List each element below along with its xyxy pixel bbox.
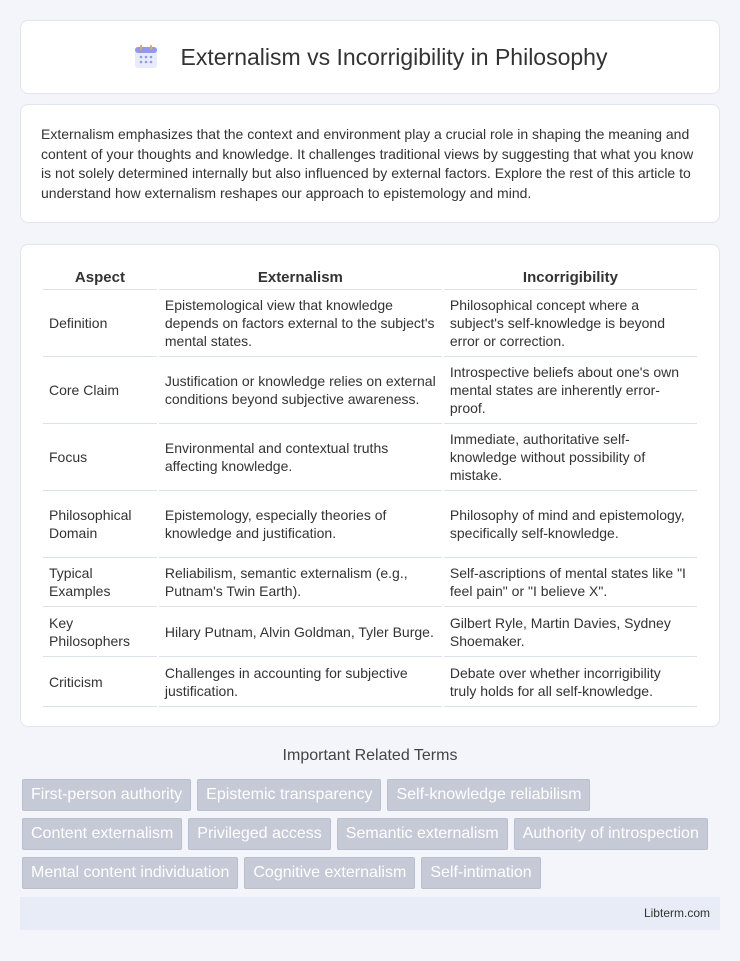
table-cell-incorrigibility: Philosophical concept where a subject's self-knowledge is beyond error or correction.	[444, 290, 697, 357]
table-row	[43, 558, 697, 607]
related-term-tag[interactable]: First-person authority	[22, 779, 191, 811]
table-cell-externalism: Reliabilism, semantic externalism (e.g., Putnam's Twin Earth).	[159, 558, 442, 607]
table-cell-aspect: Philosophical Domain	[43, 491, 157, 558]
table-cell-aspect: Key Philosophers	[43, 607, 157, 657]
related-term-tag[interactable]: Privileged access	[188, 818, 331, 850]
related-terms-title: Important Related Terms	[282, 747, 458, 764]
table-cell-externalism: Epistemology, especially theories of knowledge and justification.	[159, 491, 442, 558]
table-row	[43, 357, 697, 424]
table-cell-incorrigibility: Immediate, authoritative self-knowledge without possibility of mistake.	[444, 424, 697, 491]
table-cell-incorrigibility: Self-ascriptions of mental states like "I feel pain" or "I believe X".	[444, 558, 697, 607]
table-cell-aspect: Typical Examples	[43, 558, 157, 607]
related-term-tag[interactable]: Authority of introspection	[514, 818, 708, 850]
table-row	[43, 657, 697, 707]
related-terms-list	[22, 779, 722, 889]
table-cell-externalism: Epistemological view that knowledge depends on factors external to the subject's mental states.	[159, 290, 442, 357]
table-cell-incorrigibility: Debate over whether incorrigibility truly holds for all self-knowledge.	[444, 657, 697, 707]
related-term-tag[interactable]: Cognitive externalism	[244, 857, 415, 889]
intro-text: Externalism emphasizes that the context and environment play a crucial role in shaping the meaning and content of your thoughts and knowledge. It challenges traditional views by suggesting that what you know is not solely determined internally but also influenced by external factors. Explore the rest of this article to understand how externalism reshapes our approach to epistemology and mind.	[41, 126, 694, 201]
header-externalism: Externalism	[159, 265, 442, 290]
table-cell-aspect: Core Claim	[43, 357, 157, 424]
related-term-tag[interactable]: Semantic externalism	[337, 818, 508, 850]
table-cell-aspect: Focus	[43, 424, 157, 491]
table-cell-externalism: Justification or knowledge relies on external conditions beyond subjective awareness.	[159, 357, 442, 424]
related-term-tag[interactable]: Mental content individuation	[22, 857, 238, 889]
table-cell-incorrigibility: Introspective beliefs about one's own mental states are inherently error-proof.	[444, 357, 697, 424]
table-cell-incorrigibility: Philosophy of mind and epistemology, specifically self-knowledge.	[444, 491, 697, 558]
table-cell-externalism: Challenges in accounting for subjective justification.	[159, 657, 442, 707]
footer	[20, 897, 720, 930]
page-title: Externalism vs Incorrigibility in Philosophy	[180, 43, 608, 70]
table-header-row	[43, 265, 697, 290]
calendar-grid-icon	[133, 44, 159, 70]
comparison-table-card	[20, 244, 720, 727]
table-row	[43, 607, 697, 657]
header-aspect: Aspect	[43, 265, 157, 290]
table-cell-aspect: Criticism	[43, 657, 157, 707]
intro-card	[20, 104, 720, 223]
table-row	[43, 290, 697, 357]
header-incorrigibility: Incorrigibility	[444, 265, 697, 290]
table-cell-externalism: Environmental and contextual truths affecting knowledge.	[159, 424, 442, 491]
table-cell-incorrigibility: Gilbert Ryle, Martin Davies, Sydney Shoemaker.	[444, 607, 697, 657]
table-row	[43, 491, 697, 558]
table-cell-aspect: Definition	[43, 290, 157, 357]
comparison-table	[41, 265, 699, 707]
table-cell-externalism: Hilary Putnam, Alvin Goldman, Tyler Burge.	[159, 607, 442, 657]
footer-site-link[interactable]: Libterm.com	[643, 906, 710, 920]
header-card	[20, 20, 720, 94]
related-term-tag[interactable]: Self-intimation	[421, 857, 540, 889]
table-row	[43, 424, 697, 491]
related-term-tag[interactable]: Self-knowledge reliabilism	[387, 779, 590, 811]
related-term-tag[interactable]: Epistemic transparency	[197, 779, 381, 811]
related-term-tag[interactable]: Content externalism	[22, 818, 182, 850]
